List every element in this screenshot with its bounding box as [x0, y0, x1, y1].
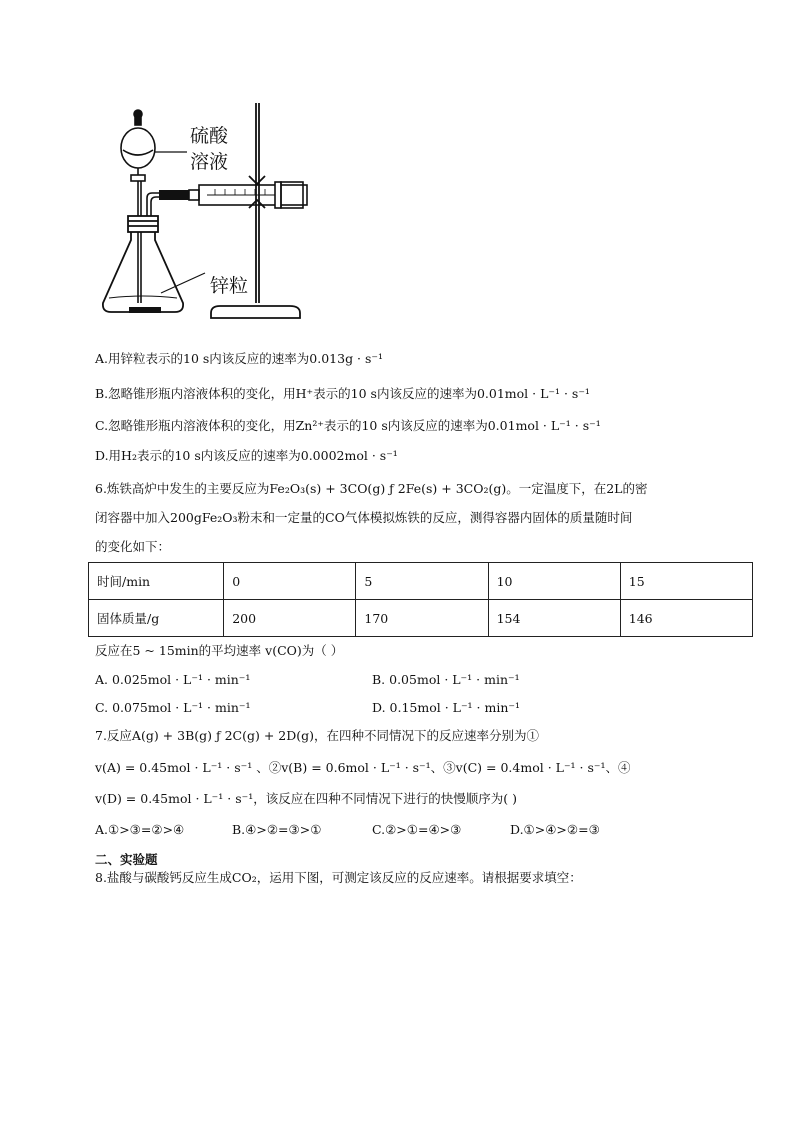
q7-option-a: A.①>③=②>④	[95, 822, 185, 837]
q6-option-a: A. 0.025mol · L⁻¹ · min⁻¹	[95, 672, 251, 687]
q6-question: 反应在5 ~ 15min的平均速率 v(CO)为（ ）	[95, 643, 344, 658]
acid-label-line2: 溶液	[190, 151, 229, 173]
q7-option-c: C.②>①=④>③	[372, 822, 462, 837]
table-cell: 154	[488, 600, 620, 637]
table-cell: 15	[620, 563, 752, 600]
table-cell: 时间/min	[89, 563, 224, 600]
q5-option-d: D.用H₂表示的10 s内该反应的速率为0.0002mol · s⁻¹	[95, 448, 398, 463]
apparatus-figure	[95, 98, 310, 328]
q6-stem-line2: 闭容器中加入200gFe₂O₃粉末和一定量的CO气体模拟炼铁的反应，测得容器内固体的质量随时间	[95, 510, 633, 525]
table-cell: 170	[356, 600, 488, 637]
mass-time-table	[88, 562, 753, 637]
table-row	[89, 563, 753, 600]
table-row	[89, 600, 753, 637]
q6-option-c: C. 0.075mol · L⁻¹ · min⁻¹	[95, 700, 251, 715]
q5-option-b: B.忽略锥形瓶内溶液体积的变化，用H⁺表示的10 s内该反应的速率为0.01mol · L⁻¹ · s⁻¹	[95, 386, 590, 401]
q5-option-c: C.忽略锥形瓶内溶液体积的变化，用Zn²⁺表示的10 s内该反应的速率为0.01mol · L⁻¹ · s⁻¹	[95, 418, 601, 433]
q6-option-d: D. 0.15mol · L⁻¹ · min⁻¹	[372, 700, 520, 715]
q7-stem-line3: v(D) = 0.45mol · L⁻¹ · s⁻¹，该反应在四种不同情况下进行的快慢顺序为( )	[95, 791, 517, 806]
q6-stem-line3: 的变化如下：	[95, 539, 171, 554]
table-cell: 200	[224, 600, 356, 637]
zinc-granules	[129, 307, 161, 313]
section-heading: 二、实验题	[95, 852, 158, 867]
q6-stem-line1: 6.炼铁高炉中发生的主要反应为Fe₂O₃(s) + 3CO(g) ƒ 2Fe(s) + 3CO₂(g)。一定温度下，在2L的密	[95, 481, 648, 496]
q7-option-b: B.④>②=③>①	[232, 822, 322, 837]
table-cell: 146	[620, 600, 752, 637]
gas-syringe	[189, 182, 307, 208]
table-cell: 0	[224, 563, 356, 600]
q8-stem-line1: 8.盐酸与碳酸钙反应生成CO₂，运用下图，可测定该反应的反应速率。请根据要求填空：	[95, 870, 582, 885]
separatory-funnel	[121, 110, 155, 303]
table-cell: 5	[356, 563, 488, 600]
q6-option-b: B. 0.05mol · L⁻¹ · min⁻¹	[372, 672, 520, 687]
table-cell: 10	[488, 563, 620, 600]
table-cell: 固体质量/g	[89, 600, 224, 637]
conical-flask	[103, 216, 183, 312]
q7-stem-line1: 7.反应A(g) + 3B(g) ƒ 2C(g) + 2D(g)，在四种不同情况下的反应速率分别为①	[95, 728, 540, 743]
q7-stem-line2: v(A) = 0.45mol · L⁻¹ · s⁻¹ 、②v(B) = 0.6mol · L⁻¹ · s⁻¹、③v(C) = 0.4mol · L⁻¹ · s⁻¹、④	[95, 760, 631, 775]
zinc-label: 锌粒	[210, 275, 249, 297]
q5-option-a: A.用锌粒表示的10 s内该反应的速率为0.013g · s⁻¹	[95, 351, 384, 366]
acid-label-line1: 硫酸	[190, 125, 229, 147]
q7-option-d: D.①>④>②=③	[510, 822, 600, 837]
